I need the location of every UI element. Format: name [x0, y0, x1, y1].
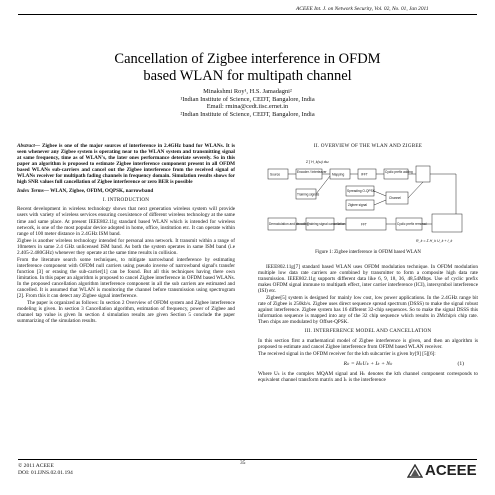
label-encoder: Encoder / Interleaver — [297, 170, 327, 174]
block-receiver — [432, 214, 462, 232]
author-names: Minakshmi Roy¹, H.S. Jamadagni² — [203, 88, 292, 95]
section-heading-introduction: I. INTRODUCTION — [102, 197, 150, 204]
aceee-logo — [407, 462, 477, 479]
author-email: Email: rmina@cedt.iisc.ernet.in — [206, 103, 289, 111]
overview-paragraph-2: Zigbee[5] system is designed for mainly low cost, low power applications. In the 2.4GHz range bit rate of Zigbee is 250kb/s. Zigbee uses direct sequence spread spectrum (DSSS) to make the signal robust against interference. Zigbee system has 16 different 32-chip sequences. So to make the signal DSSS this information sequence is mapped into any of the 32 chip sequence which results in 2Mchip/s chip rate. Then chips are modulated by Offset-QPSK. — [258, 295, 478, 326]
block-diagram — [266, 156, 474, 246]
label-fft: FFT — [361, 222, 367, 227]
label-zigbee: Zigbee signal — [348, 203, 367, 207]
overview-heading-wrap — [258, 143, 478, 149]
right-column — [258, 264, 478, 384]
title-line-2: based WLAN for multipath channel — [143, 68, 352, 84]
section-heading-model: III. INTERFERENCE MODEL AND CANCELLATION — [304, 328, 432, 335]
header-rule — [18, 14, 477, 15]
equation-1 — [258, 361, 478, 367]
block-summer — [416, 166, 430, 182]
aceee-logo-icon — [407, 464, 423, 478]
index-terms-text: WLAN, Zigbee, OFDM, OQPSK, narrowband — [48, 188, 154, 195]
equation-body: Rₖ = HₖUₖ + Iₖ + Nₖ — [343, 360, 393, 367]
page-number: 35 — [240, 460, 246, 466]
intro-paragraph-2: Zigbee is another wireless technology intended for personal area network. It transmit within a range of 10meters in same 2.4 GHz unlicensed ISM band. As both the system operates in same ISM band (i.e 2.405-2.480GHz) whenever they operate at the same time results in collision. — [17, 237, 235, 256]
author-block — [120, 88, 375, 118]
footer-info — [18, 463, 73, 477]
label-source: Source — [270, 172, 281, 177]
model-paragraph-2: The received signal in the OFDM receiver for the kth subcarrier is given by[9] [5][6]: — [258, 350, 436, 357]
block-diagram-figure — [266, 156, 474, 246]
model-paragraph-1: In this section first a mathematical model of Zigbee interference is given, and then an algorithm is proposed to estimate and cancel Zigbee interference from OFDM based WLAN receiver. — [258, 337, 478, 350]
title-line-1: Cancellation of Zigbee interference in OFDM — [114, 51, 381, 67]
affiliation-1: ¹Indian Institute of Science, CEDT, Bangalore, India — [180, 95, 315, 103]
intro-paragraph-3: From the literature search some techniques, to mitigate narrowband interference by estimating interference component with OFDM null carriers using pseudo inverse of narrowband signal's transfer function [3] or erasing the sub-carrier[1] can be found. But all this techniques having there own limitation. In this paper an algorithm is proposed to cancel Zigbee interference in OFDM based WLANs. In the proposed cancellation algorithm interference component in all the sub carriers are estimated and cancelled. It is assumed that WLAN is monitoring the channel before transmission using spectrogram [2]. From this it can detect any Zigbee signal interference. — [17, 256, 235, 300]
overview-paragraph-1: IEEE802.11g[7] standard based WLAN uses OFDM modulation technique. In OFDM modulation multiple low data rate carriers are combined by transmitter to form a composite high data rate transmission. IEEE802.11g supports different data like 6, 9, 18, 36, 48,54Mbps. Use of cyclic prefix makes OFDM signal immune to multipath effect, inter carrier interference (ICI), intersymbol interference (ISI) etc. — [258, 264, 478, 295]
label-training: Training signals — [297, 192, 320, 197]
label-demod: Demodulation and decoding — [269, 222, 309, 226]
formula-top: Σ ∫ H_k(ω) dω — [306, 160, 329, 164]
equation-number: (1) — [457, 360, 464, 367]
abstract — [17, 143, 235, 185]
figure-caption: Figure 1: Zigbee interference in OFDM based WLAN — [315, 250, 421, 255]
left-column — [17, 143, 235, 325]
aceee-logo-text: ACEEE — [425, 462, 477, 479]
index-terms — [17, 188, 235, 194]
model-paragraph-3: Where Uₖ is the complex MQAM signal and Hₖ denotes the kth channel component corresponds to equivalent channel transform matrix and Iₖ is the interference — [258, 370, 478, 383]
running-head: ACEEE Int. J. on Network Security, Vol. 02, No. 01, Jan 2011 — [296, 6, 429, 12]
paper-title — [40, 51, 455, 85]
affiliation-2: ²Indian Institute of Science, CEDT, Bangalore, India — [180, 110, 315, 118]
section-heading-overview: II. OVERVIEW OF THE WLAN AND ZIGBEE — [313, 143, 423, 149]
label-cp-add: Cyclic prefix adding — [385, 170, 413, 174]
label-training-cancel: Training signal cancellation — [307, 222, 346, 226]
label-cp-remove: Cyclic prefix removal — [397, 222, 427, 226]
formula-bottom: R_k = Σ H_k U_k + I_k — [416, 239, 453, 243]
index-terms-label: Index Terms— — [17, 188, 49, 195]
label-channel: Channel — [389, 196, 401, 200]
abstract-label: Abstract— — [17, 143, 41, 149]
footer-doi: DOI: 01.IJNS.02.01.194 — [18, 470, 73, 476]
label-spreading: Spreading O-QPSK — [347, 189, 375, 193]
footer-rule — [18, 459, 477, 460]
label-mapping: Mapping — [332, 172, 345, 177]
abstract-text: Zigbee is one of the major sources of interference in 2.4GHz band for WLANs. It is seen whenever any Zigbee system is operating near to the WLAN system and transmitting signal at same frequency, time as of WLAN's, the later ones performance deteriate severely. So in this paper an algorithm is proposed to estimate Zigbee interference component present in all OFDM based WLANs sub-carriers and cancel out the Zigbee interference from the received signal of WLANs receiver for multipath fading channels in frequency domain. Simulation results shows for high SNR values full cancellation of Zigbee interference or zero BER is possible — [17, 143, 235, 186]
footer-copyright: © 2011 ACEEE — [18, 463, 54, 469]
intro-paragraph-1: Recent development in wireless technology shows that next generation wireless system will provide users with variety of wireless services ensuring coexistence of different wireless technology at the same time and same place. At present IEEE802.11g standard based WLAN which is intended for wireless network, is one of the most popular device adopted in home, office, institution etc. It can operate within range of 100 meter distance in 2.4GHz ISM band. — [17, 206, 235, 237]
label-ifft: IFFT — [361, 172, 368, 177]
intro-paragraph-4: The paper is organized as follows: In section 2 Overview of OFDM system and Zigbee interference modeling is given. In section 3 Cancellation algorithm, estimation of frequency, power of Zigbee and channel tap value is given In section 4 simulation results are given Section 5 conclude the paper summarizing of the simulation results. — [17, 300, 235, 325]
